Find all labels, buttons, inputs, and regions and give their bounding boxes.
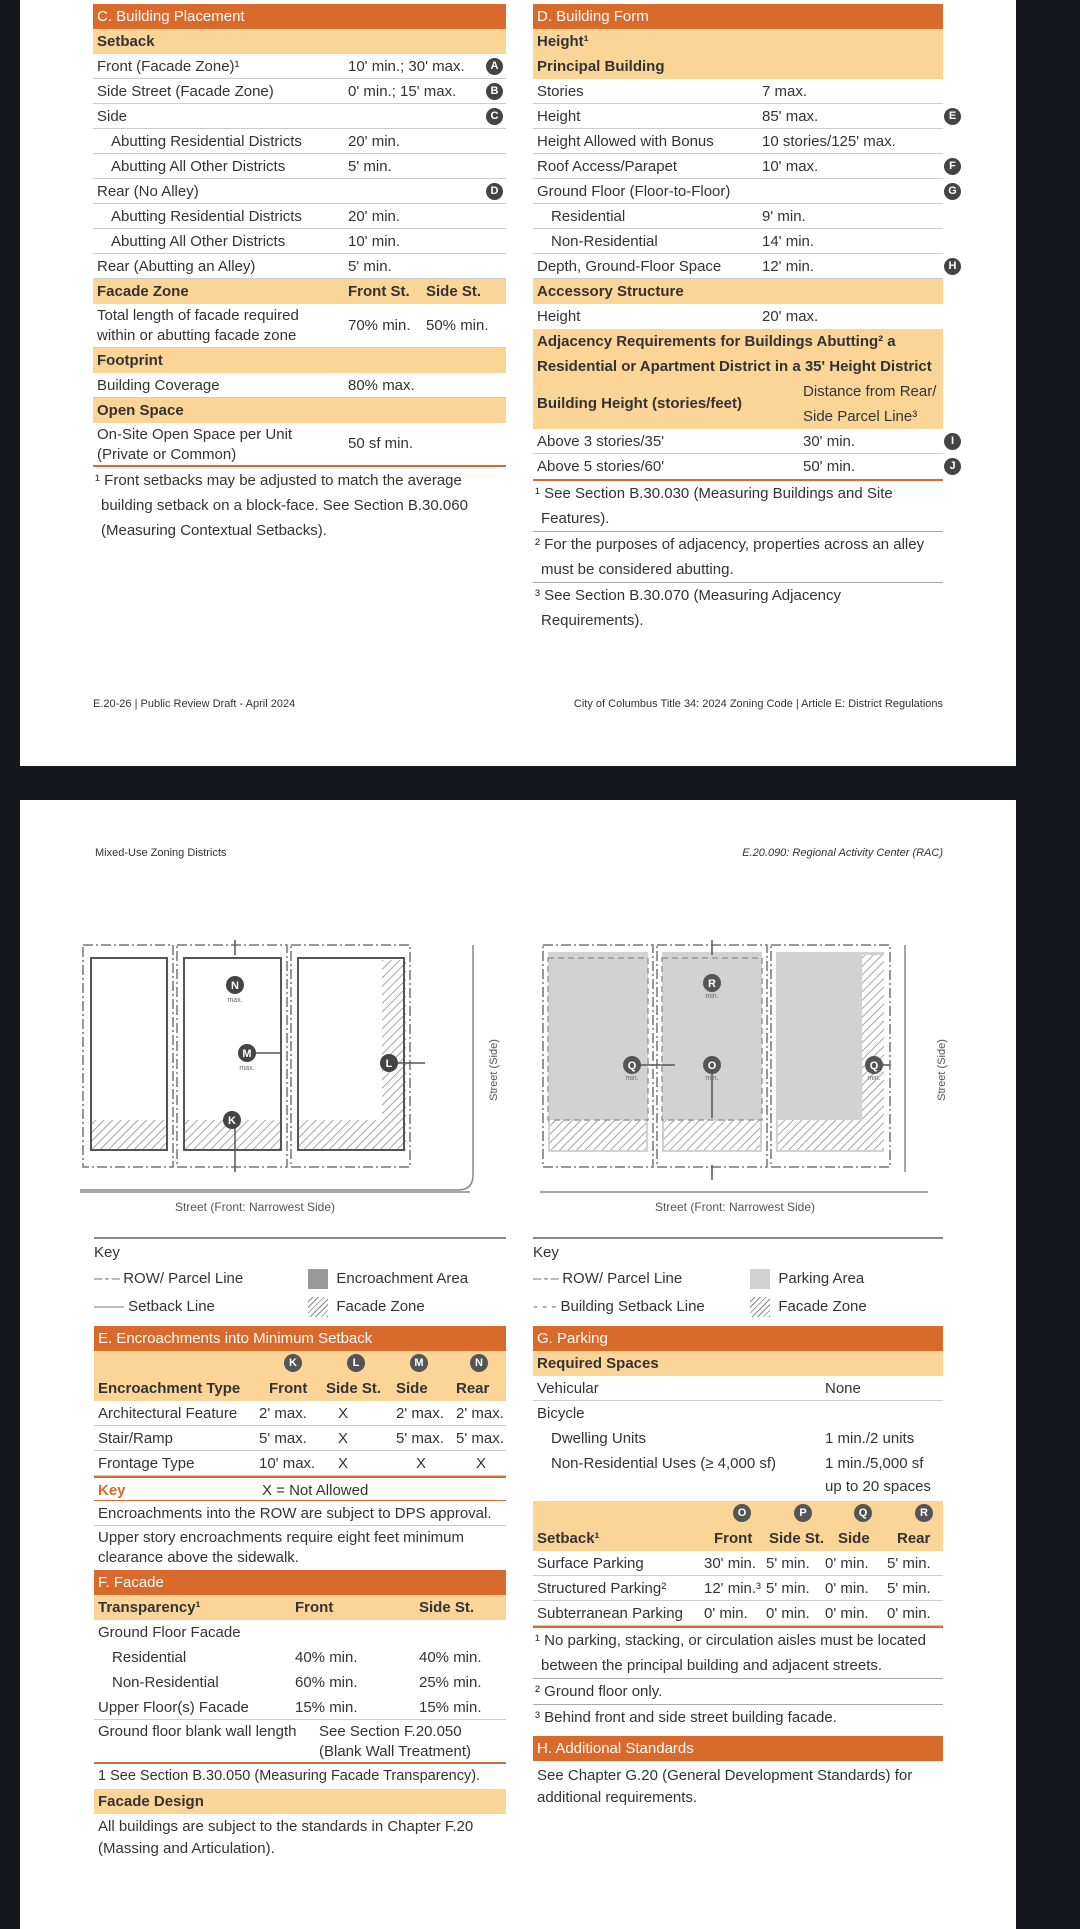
setback-header: Setback <box>93 29 506 54</box>
facade-zone-header <box>93 279 506 304</box>
building-form-row <box>533 154 956 179</box>
marker-letter: Q <box>627 1060 637 1072</box>
cell-value: X <box>416 1455 427 1472</box>
blank-wall-value: See Section F.20.050 <box>319 1723 462 1740</box>
setback-row <box>93 154 506 179</box>
row-label: Roof Access/Parapet <box>537 158 678 175</box>
dwelling-value: 1 min./2 units <box>825 1430 915 1447</box>
cell-value: 0' min. <box>887 1605 931 1622</box>
col-side-st: Side St. <box>326 1380 382 1397</box>
cell-value: X <box>338 1405 349 1422</box>
encroachment-col-header <box>94 1351 506 1401</box>
key-label: Facade Zone <box>336 1298 425 1315</box>
facade-footnote: 1 See Section B.30.050 (Measuring Facade Transparency). <box>98 1768 481 1784</box>
adjacency-row <box>533 454 956 479</box>
marker-e-icon: E <box>944 108 961 125</box>
row-label: Residential <box>112 1649 187 1666</box>
cell-value: 5' max. <box>259 1430 307 1447</box>
col-side: Side <box>838 1530 870 1547</box>
vehicular-label: Vehicular <box>537 1380 599 1397</box>
row-value: 85' max. <box>762 108 819 125</box>
parking-footnote-3: ³ Behind front and side street building facade. <box>535 1709 837 1726</box>
open-space-label: On-Site Open Space per Unit <box>97 426 293 443</box>
min-label: min. <box>705 1075 719 1082</box>
encroachment-swatch <box>308 1269 328 1289</box>
marker-letter: M <box>242 1048 252 1060</box>
row-label: Abutting Residential Districts <box>111 208 302 225</box>
col-front: Front <box>269 1380 308 1397</box>
cell-value: 5' min. <box>887 1580 931 1597</box>
setback-row <box>93 104 506 129</box>
key-label: Facade Zone <box>778 1298 867 1315</box>
setback-row <box>93 204 506 229</box>
accessory-height-row <box>533 304 943 329</box>
vehicular-value: None <box>825 1380 861 1397</box>
building-form-row <box>533 129 943 154</box>
adjacency-col-header <box>533 379 943 429</box>
row-value: 7 max. <box>762 83 808 100</box>
row-value: 9' min. <box>762 208 806 225</box>
transparency-row <box>94 1645 506 1670</box>
adj-col-distance: Distance from Rear/ <box>803 383 937 400</box>
header-right: E.20.090: Regional Activity Center (RAC) <box>742 847 943 859</box>
cell-value: 5' max. <box>456 1430 504 1447</box>
side-value: 25% min. <box>419 1674 482 1691</box>
transparency-header <box>94 1595 506 1620</box>
setback-row <box>93 229 506 254</box>
facade-section-title: F. Facade <box>94 1570 506 1595</box>
row-label: Surface Parking <box>537 1555 644 1572</box>
blank-wall-value-2: (Blank Wall Treatment) <box>319 1743 471 1760</box>
col-rear: Rear <box>897 1530 931 1547</box>
adj-col-height: Building Height (stories/feet) <box>537 395 743 412</box>
nonres-row <box>533 1451 943 1501</box>
encroachments-table <box>94 1326 506 1860</box>
parking-footnote-1: ¹ No parking, stacking, or circulation aisles must be located between the principal building and adjacent streets. <box>533 1628 943 1679</box>
marker-c-icon: C <box>486 108 503 125</box>
additional-standards-title: H. Additional Standards <box>533 1736 943 1761</box>
marker-letter: Q <box>869 1060 879 1072</box>
facade-zone-label: Facade Zone <box>97 283 189 300</box>
key-facade-zone <box>750 1297 867 1317</box>
row-value: 12' min. <box>762 258 815 275</box>
key-value: X = Not Allowed <box>262 1482 369 1499</box>
cell-value: X <box>338 1455 349 1472</box>
cell-value: 12' min.³ <box>704 1580 762 1597</box>
front-value: 40% min. <box>295 1649 358 1666</box>
note-line: clearance above the sidewalk. <box>98 1549 299 1566</box>
header-left: Mixed-Use Zoning Districts <box>95 847 227 859</box>
row-label: Architectural Feature <box>98 1405 238 1422</box>
cell-value: 5' min. <box>766 1580 810 1597</box>
parking-table <box>533 1326 943 1809</box>
key-label: Key <box>98 1482 126 1499</box>
encroachment-row <box>94 1401 506 1426</box>
section-title: G. Parking <box>533 1326 943 1351</box>
additional-standards-text: See Chapter G.20 (General Development Standards) for additional requirements. <box>537 1767 913 1806</box>
marker-r-icon: R <box>915 1504 933 1522</box>
encroachment-note-2 <box>94 1526 506 1570</box>
encroachment-key-row <box>94 1476 506 1501</box>
adjacency-row <box>533 429 955 454</box>
marker-p-icon: P <box>794 1504 812 1522</box>
key-label: Building Setback Line <box>560 1298 705 1315</box>
open-space-label-2: (Private or Common) <box>97 446 237 463</box>
key-label: ROW/ Parcel Line <box>123 1270 244 1287</box>
row-label: Residential <box>551 208 626 225</box>
encroachment-row <box>94 1426 506 1451</box>
row-label: Frontage Type <box>98 1455 195 1472</box>
transparency-row <box>94 1670 506 1695</box>
marker-b-icon: B <box>486 83 503 100</box>
marker-m-icon: M <box>410 1354 428 1372</box>
open-space-row <box>93 423 506 467</box>
cell-value: 5' min. <box>766 1555 810 1572</box>
key-parking <box>750 1269 864 1289</box>
building-form-table <box>533 4 957 633</box>
facade-front-value: 70% min. <box>348 317 411 334</box>
parking-footnote-2: ² Ground floor only. <box>533 1679 943 1705</box>
dwelling-label: Dwelling Units <box>551 1430 647 1447</box>
key-encroachment <box>308 1269 468 1289</box>
row-label: Above 5 stories/60' <box>537 458 665 475</box>
key-title: Key <box>533 1244 559 1261</box>
key-label: Parking Area <box>778 1270 865 1287</box>
section-title: C. Building Placement <box>93 4 506 29</box>
row-value: 5' min. <box>348 158 392 175</box>
page-2 <box>20 800 1016 1929</box>
coverage-row <box>93 373 506 398</box>
nonres-label: Non-Residential Uses (≥ 4,000 sf) <box>551 1455 776 1472</box>
row-label: Height <box>537 108 581 125</box>
blank-wall-row <box>94 1720 506 1764</box>
setback-row <box>93 254 506 279</box>
marker-o-icon: O <box>733 1504 751 1522</box>
upper-front-value: 15% min. <box>295 1699 358 1716</box>
diagram-left-caption: Street (Front: Narrowest Side) <box>174 1200 336 1214</box>
parking-setback-header <box>533 1501 943 1551</box>
required-spaces-header: Required Spaces <box>533 1351 943 1376</box>
key-setback-line: —— Setback Line <box>94 1298 215 1315</box>
footer-right: City of Columbus Title 34: 2024 Zoning Code | Article E: District Regulations <box>573 698 943 710</box>
key-facade-zone <box>308 1297 425 1317</box>
parking-swatch <box>750 1269 770 1289</box>
upper-floor-label: Upper Floor(s) Facade <box>98 1699 249 1716</box>
col-side-st: Side St. <box>769 1530 825 1547</box>
footer-left: E.20-26 | Public Review Draft - April 2024 <box>93 698 296 710</box>
row-value: 20' min. <box>348 208 401 225</box>
facade-zone <box>664 1120 760 1150</box>
upper-side-value: 15% min. <box>419 1699 482 1716</box>
col-rear: Rear <box>456 1380 490 1397</box>
blank-wall-label: Ground floor blank wall length <box>98 1723 297 1740</box>
min-label: min. <box>625 1075 639 1082</box>
row-label: Depth, Ground-Floor Space <box>537 258 722 275</box>
col-front-st: Front St. <box>348 283 410 300</box>
building-form-row <box>533 104 957 129</box>
building-form-row <box>533 79 943 104</box>
parking-setback-row <box>533 1551 943 1576</box>
building-form-row <box>533 229 943 254</box>
encroachment-note-1: Encroachments into the ROW are subject to DPS approval. <box>94 1501 506 1526</box>
key-row-line: – - – ROW/ Parcel Line <box>94 1270 244 1287</box>
col-side-st: Side St. <box>419 1599 475 1616</box>
cell-value: 0' min. <box>766 1605 810 1622</box>
principal-header: Principal Building <box>533 54 943 79</box>
col-side: Side <box>396 1380 428 1397</box>
cell-value: X <box>338 1430 349 1447</box>
setback-row <box>93 79 506 104</box>
accessory-height-label: Height <box>537 308 581 325</box>
row-label: Structured Parking² <box>537 1580 667 1597</box>
note-line: Upper story encroachments require eight feet minimum <box>98 1529 464 1546</box>
cell-value: 0' min. <box>704 1605 748 1622</box>
footnote-1: ¹ See Section B.30.030 (Measuring Buildings and Site Features). <box>533 481 943 532</box>
cell-value: 2' max. <box>456 1405 504 1422</box>
col-type: Encroachment Type <box>98 1380 241 1397</box>
row-value: 10' min.; 30' max. <box>348 58 465 75</box>
setback-diagram-left <box>80 940 500 1170</box>
accessory-header: Accessory Structure <box>533 279 943 304</box>
facade-total-row <box>93 304 506 348</box>
marker-l-icon: L <box>347 1354 365 1372</box>
front-value: 60% min. <box>295 1674 358 1691</box>
coverage-value: 80% max. <box>348 377 415 394</box>
col-front: Front <box>295 1599 334 1616</box>
setback-row <box>93 179 506 204</box>
coverage-label: Building Coverage <box>97 377 220 394</box>
row-label: Non-Residential <box>551 233 658 250</box>
row-label: Abutting Residential Districts <box>111 133 302 150</box>
street-side-label: Street (Side) <box>936 1039 948 1101</box>
parking-setback-row <box>533 1601 943 1626</box>
transparency-label: Transparency¹ <box>98 1599 201 1616</box>
row-label: Above 3 stories/35' <box>537 433 665 450</box>
min-label: min. <box>867 1075 881 1082</box>
footnote: ¹ Front setbacks may be adjusted to match the average building setback on a block-face. See Section B.30.060 (Measuring Contextual Setbacks). <box>95 472 468 539</box>
building-form-row <box>533 179 957 204</box>
marker-i-icon: I <box>944 433 961 450</box>
marker-q-icon: Q <box>854 1504 872 1522</box>
row-label: Stories <box>537 83 584 100</box>
min-label: min. <box>705 993 719 1000</box>
cell-value: 30' min. <box>704 1555 757 1572</box>
open-space-header: Open Space <box>93 398 506 423</box>
facade-swatch <box>750 1297 770 1317</box>
building-placement-table <box>93 4 506 543</box>
upper-floor-row <box>94 1695 506 1720</box>
max-label: max. <box>239 1065 255 1072</box>
marker-k-icon: K <box>284 1354 302 1372</box>
footprint-header: Footprint <box>93 348 506 373</box>
facade-zone <box>91 1120 167 1150</box>
cell-value: 10' max. <box>259 1455 316 1472</box>
row-value: 14' min. <box>762 233 815 250</box>
marker-letter: O <box>707 1060 717 1072</box>
ground-floor-facade-label: Ground Floor Facade <box>98 1624 241 1641</box>
cell-value: 5' max. <box>396 1430 444 1447</box>
marker-f-icon: F <box>944 158 961 175</box>
row-label: Side <box>97 108 128 125</box>
cell-value: 0' min. <box>825 1580 869 1597</box>
row-label: Rear (No Alley) <box>97 183 199 200</box>
key-label: Setback Line <box>128 1298 215 1315</box>
key-left <box>94 1237 506 1327</box>
row-value: 10 stories/125' max. <box>762 133 896 150</box>
key-row-line: – - – ROW/ Parcel Line <box>533 1270 683 1287</box>
row-value: 10' max. <box>762 158 819 175</box>
bicycle-label: Bicycle <box>537 1405 585 1422</box>
key-label: Encroachment Area <box>336 1270 469 1287</box>
facade-design-text: All buildings are subject to the standards in Chapter F.20 (Massing and Articulation). <box>98 1818 474 1857</box>
facade-zone <box>550 1120 646 1150</box>
cell-value: 0' min. <box>825 1605 869 1622</box>
marker-g-icon: G <box>944 183 961 200</box>
setback-diagram-right <box>540 940 970 1170</box>
row-label: Stair/Ramp <box>98 1430 174 1447</box>
marker-j-icon: J <box>944 458 961 475</box>
adj-col-distance-2: Side Parcel Line³ <box>803 408 918 425</box>
marker-letter: L <box>385 1058 393 1070</box>
open-space-value: 50 sf min. <box>348 435 414 452</box>
vehicular-row <box>533 1376 943 1401</box>
section-title: E. Encroachments into Minimum Setback <box>94 1326 506 1351</box>
section-title: D. Building Form <box>533 4 943 29</box>
col-side-st: Side St. <box>426 283 482 300</box>
marker-letter: K <box>228 1115 236 1127</box>
facade-side-value: 50% min. <box>426 317 489 334</box>
cell-value: 5' min. <box>887 1555 931 1572</box>
street-side-label: Street (Side) <box>488 1039 500 1101</box>
side-value: 40% min. <box>419 1649 482 1666</box>
row-label: Side Street (Facade Zone) <box>97 83 274 100</box>
nonres-value-2: up to 20 spaces <box>825 1478 931 1495</box>
row-value: 0' min.; 15' max. <box>348 83 457 100</box>
row-value: 50' min. <box>803 458 856 475</box>
adjacency-title: Adjacency Requirements for Buildings Abutting² a <box>537 333 896 350</box>
cell-value: 2' max. <box>396 1405 444 1422</box>
row-value: 20' min. <box>348 133 401 150</box>
key-right <box>533 1237 943 1327</box>
row-label: Subterranean Parking <box>537 1605 683 1622</box>
facade-zone <box>862 955 884 1150</box>
nonres-value: 1 min./5,000 sf <box>825 1455 924 1472</box>
adjacency-header <box>533 329 943 379</box>
diagram-right-caption: Street (Front: Narrowest Side) <box>654 1200 816 1214</box>
dwelling-row <box>533 1426 943 1451</box>
cell-value: X <box>476 1455 487 1472</box>
setback-row <box>93 129 506 154</box>
building-form-row <box>533 204 943 229</box>
marker-d-icon: D <box>486 183 503 200</box>
marker-letter: N <box>231 980 239 992</box>
cell-value: 2' max. <box>259 1405 307 1422</box>
row-label: Front (Facade Zone)¹ <box>97 58 240 75</box>
marker-a-icon: A <box>486 58 503 75</box>
height-header: Height¹ <box>533 29 943 54</box>
marker-n-icon: N <box>470 1354 488 1372</box>
facade-total-label-2: within or abutting facade zone <box>97 327 297 344</box>
footnote-2: ² For the purposes of adjacency, properties across an alley must be considered abutting. <box>533 532 943 583</box>
row-label: Non-Residential <box>112 1674 219 1691</box>
row-label: Height Allowed with Bonus <box>537 133 714 150</box>
facade-swatch <box>308 1297 328 1317</box>
row-value: 10' min. <box>348 233 401 250</box>
key-label: ROW/ Parcel Line <box>562 1270 683 1287</box>
key-title: Key <box>94 1244 120 1261</box>
row-value: 5' min. <box>348 258 392 275</box>
street-line <box>80 945 473 1190</box>
row-label: Abutting All Other Districts <box>111 158 286 175</box>
footnote-3: ³ See Section B.30.070 (Measuring Adjacency Requirements). <box>535 587 842 629</box>
row-label: Abutting All Other Districts <box>111 233 286 250</box>
parking-setback-row <box>533 1576 943 1601</box>
row-value: 30' min. <box>803 433 856 450</box>
cell-value: 0' min. <box>825 1555 869 1572</box>
max-label: max. <box>227 997 243 1004</box>
facade-design-header: Facade Design <box>94 1789 506 1814</box>
key-setback-line: - - - Building Setback Line <box>533 1298 705 1315</box>
accessory-height-value: 20' max. <box>762 308 819 325</box>
marker-h-icon: H <box>944 258 961 275</box>
row-label: Ground Floor (Floor-to-Floor) <box>537 183 731 200</box>
setback-label: Setback¹ <box>537 1530 600 1547</box>
encroachment-row <box>94 1451 506 1476</box>
marker-letter: R <box>708 978 716 990</box>
row-label: Rear (Abutting an Alley) <box>97 258 256 275</box>
setback-row <box>93 54 506 79</box>
building-form-row <box>533 254 957 279</box>
page-1 <box>20 0 1016 766</box>
col-front: Front <box>714 1530 753 1547</box>
facade-total-label: Total length of facade required <box>97 307 299 324</box>
adjacency-title-2: Residential or Apartment District in a 35' Height District <box>537 358 932 375</box>
